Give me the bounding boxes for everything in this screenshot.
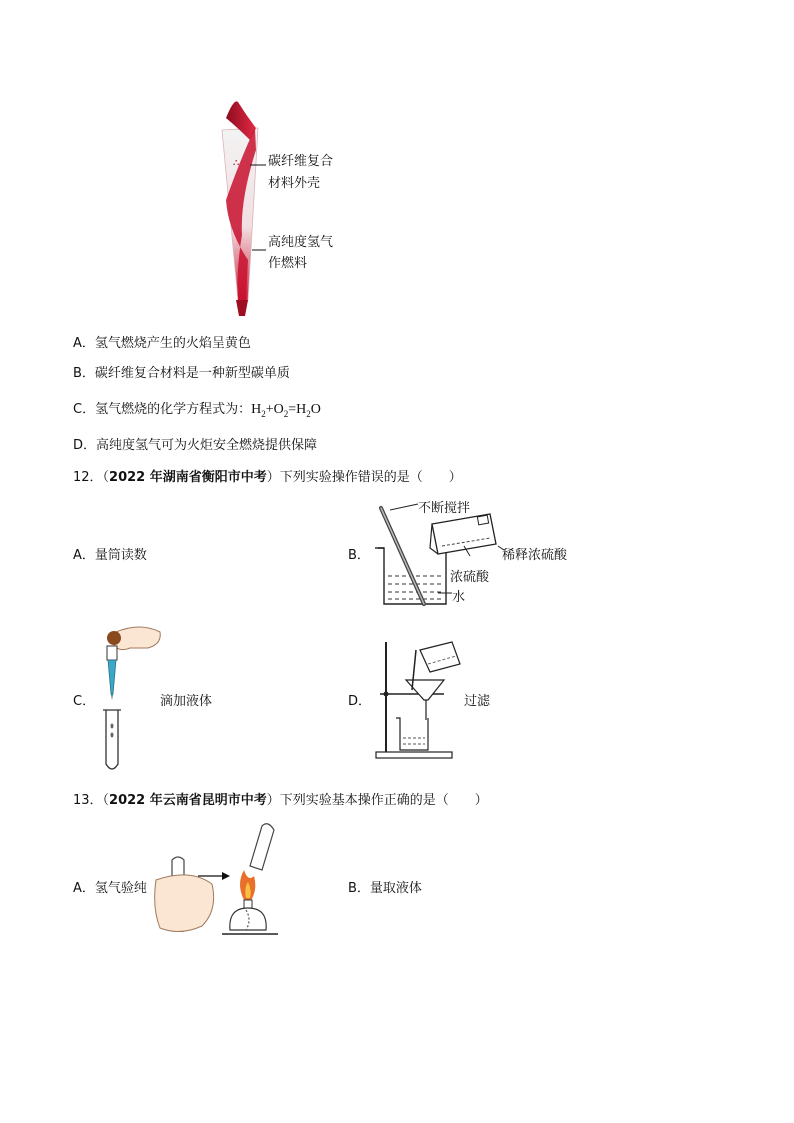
- q12-option-d-letter: D．: [348, 694, 372, 709]
- q11-option-d: D．高纯度氢气可为火炬安全燃烧提供保障: [73, 438, 318, 453]
- label-fuel-1: 高纯度氢气: [268, 235, 334, 250]
- q11-option-b: B．碳纤维复合材料是一种新型碳单质: [73, 366, 290, 381]
- q13-stem: 13．（2022 年云南省昆明市中考）下列实验基本操作正确的是（ ）: [73, 793, 488, 808]
- label-shell-2: 材料外壳: [268, 176, 321, 191]
- label-shell-1: 碳纤维复合: [268, 154, 334, 169]
- svg-text:⛬: ⛬: [233, 158, 240, 168]
- label-water: 水: [452, 590, 466, 605]
- label-stir: 不断搅拌: [418, 501, 471, 516]
- q13-source: 2022 年云南省昆明市中考: [109, 793, 267, 808]
- q12-option-a: A．量筒读数: [73, 548, 147, 563]
- q12-source: 2022 年湖南省衡阳市中考: [109, 470, 267, 485]
- label-fuel-2: 作燃料: [268, 256, 308, 271]
- q12-option-c-label: 滴加液体: [160, 694, 213, 709]
- q11-option-a: A．氢气燃烧产生的火焰呈黄色: [73, 336, 251, 351]
- chem-equation: $H_2+O_2=H_2O$: [251, 402, 321, 419]
- q13-option-b: B．量取液体: [348, 881, 422, 896]
- q12-option-d-label: 过滤: [464, 694, 491, 709]
- q12-stem: 12．（2022 年湖南省衡阳市中考）下列实验操作错误的是（ ）: [73, 470, 462, 485]
- q11-option-c-text: C．氢气燃烧的化学方程式为：: [73, 402, 252, 417]
- label-acid: 浓硫酸: [450, 570, 490, 585]
- q12-option-b-letter: B．: [348, 548, 370, 563]
- q13-option-a: A．氢气验纯: [73, 881, 147, 896]
- hand-left: [155, 875, 214, 932]
- q12-option-c-letter: C．: [73, 694, 96, 709]
- label-dilute: 稀释浓硫酸: [502, 548, 568, 563]
